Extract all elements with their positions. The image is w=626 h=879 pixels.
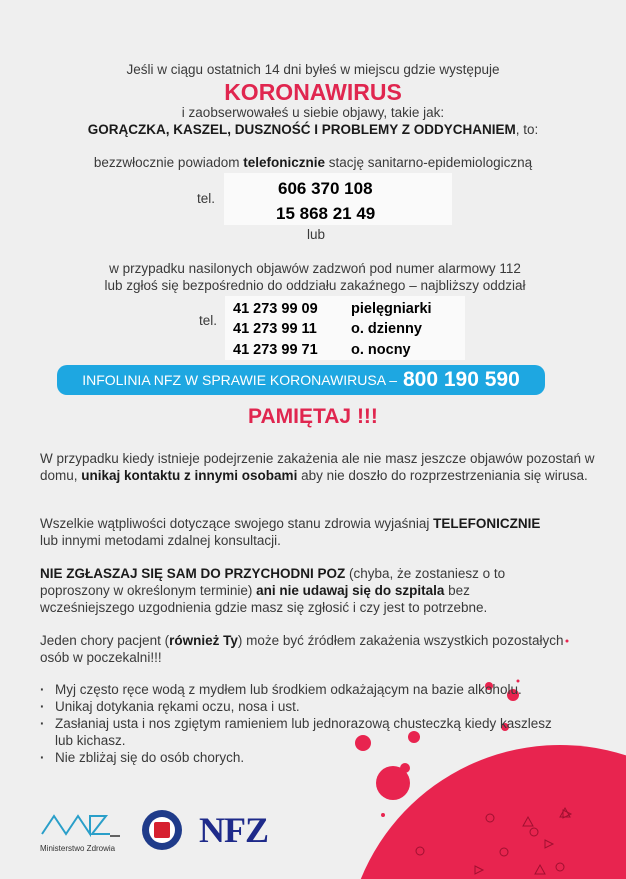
ward-phone-row bbox=[233, 301, 432, 317]
paragraph-text: Wszelkie wątpliwości dotyczące swojego stanu zdrowia wyjaśniaj bbox=[40, 516, 434, 531]
emphasis-text: również Ty bbox=[169, 633, 238, 648]
ward-phone-box bbox=[225, 296, 465, 360]
phone-number: 606 370 108 bbox=[278, 179, 373, 198]
notify-before: bezzwłocznie powiadom bbox=[93, 155, 244, 170]
paragraph-text: ) może być źródłem zakażenia wszystkich pozostałych osób w poczekalni!!! bbox=[40, 633, 564, 665]
remember-heading: PAMIĘTAJ !!! bbox=[248, 405, 378, 428]
phone-number: 41 273 99 11 bbox=[233, 321, 317, 337]
symptoms: GORĄCZKA, KASZEL, DUSZNOŚĆ I PROBLEMY Z ODDYCHANIEM bbox=[87, 122, 516, 137]
phone-number: 41 273 99 09 bbox=[233, 301, 318, 317]
symptoms-suffix: , to: bbox=[515, 122, 539, 137]
paragraph-text: bez wcześniejszego uzgodnienia gdzie masz się zgłosić i czy jest to potrzebne. bbox=[40, 583, 488, 615]
paragraph-text: Jeden chory pacjent ( bbox=[40, 633, 170, 648]
tel-label: tel. bbox=[197, 191, 216, 206]
headline: KORONAWIRUS bbox=[224, 79, 402, 105]
paragraph bbox=[40, 565, 560, 616]
ministry-of-health-logo bbox=[40, 812, 125, 853]
or-text: lub bbox=[306, 227, 325, 242]
infoline-banner bbox=[57, 365, 545, 395]
paragraph-text: aby nie doszło do rozprzestrzeniania się wirusa. bbox=[297, 468, 588, 483]
emphasis-text: ani nie udawaj się do szpitala bbox=[256, 583, 445, 598]
nfz-logo: NFZ bbox=[199, 810, 268, 850]
phone-label: o. nocny bbox=[351, 342, 411, 358]
sanepid-logo bbox=[142, 810, 182, 850]
paragraph bbox=[40, 632, 580, 666]
symptoms-line bbox=[0, 122, 626, 137]
list-item: · Myj często ręce wodą z mydłem lub środkiem odkażającym na bazie alkoholu. bbox=[40, 681, 570, 698]
emphasis-text: NIE ZGŁASZAJ SIĘ SAM DO PRZYCHODNI POZ bbox=[40, 566, 346, 581]
phone-number: 41 273 99 71 bbox=[233, 342, 318, 358]
hygiene-list bbox=[40, 681, 570, 766]
list-item: · Unikaj dotykania rękami oczu, nosa i ust. bbox=[40, 698, 570, 715]
emergency-line-1: w przypadku nasilonych objawów zadzwoń pod numer alarmowy 112 bbox=[109, 261, 521, 276]
paragraph-text: W przypadku kiedy istnieje podejrzenie zakażenia ale nie masz jeszcze objawów pozostań w domu, bbox=[40, 451, 595, 483]
paragraph-text: (chyba, że zostaniesz o to poproszony w określonym terminie) bbox=[40, 566, 506, 598]
notify-after: stację sanitarno-epidemiologiczną bbox=[324, 155, 533, 170]
emphasis-text: unikaj kontaktu z innymi osobami bbox=[81, 468, 298, 483]
ward-phone-row bbox=[233, 342, 411, 358]
paragraph-text: lub innymi metodami zdalnej konsultacji. bbox=[40, 533, 281, 548]
notify-line bbox=[0, 155, 626, 170]
symptoms-intro: i zaobserwowałeś u siebie objawy, takie jak: bbox=[181, 105, 445, 120]
list-item: · Nie zbliżaj się do osób chorych. bbox=[40, 749, 570, 766]
infoline-label: INFOLINIA NFZ W SPRAWIE KORONAWIRUSA – bbox=[82, 372, 397, 388]
sanepid-phone-box bbox=[224, 173, 452, 225]
phone-label: pielęgniarki bbox=[351, 301, 432, 317]
phone-number: 15 868 21 49 bbox=[276, 204, 376, 223]
notify-bold: telefonicznie bbox=[243, 155, 325, 170]
ward-phone-row bbox=[233, 321, 422, 337]
intro-text: Jeśli w ciągu ostatnich 14 dni byłeś w miejscu gdzie występuje bbox=[126, 62, 500, 77]
ministry-name: Ministerstwo Zdrowia bbox=[40, 844, 116, 853]
paragraph bbox=[40, 515, 550, 549]
emergency-line-2: lub zgłoś się bezpośrednio do oddziału zakaźnego – najbliższy oddział bbox=[104, 278, 526, 293]
paragraph bbox=[40, 450, 600, 484]
infoline-number: 800 190 590 bbox=[402, 368, 520, 391]
emphasis-text: TELEFONICZNIE bbox=[433, 516, 541, 531]
phone-label: o. dzienny bbox=[351, 321, 422, 337]
list-item: · Zasłaniaj usta i nos zgiętym ramieniem lub jednorazową chusteczką kiedy kaszlesz lub kichasz. bbox=[40, 715, 570, 749]
tel-label: tel. bbox=[199, 313, 218, 328]
